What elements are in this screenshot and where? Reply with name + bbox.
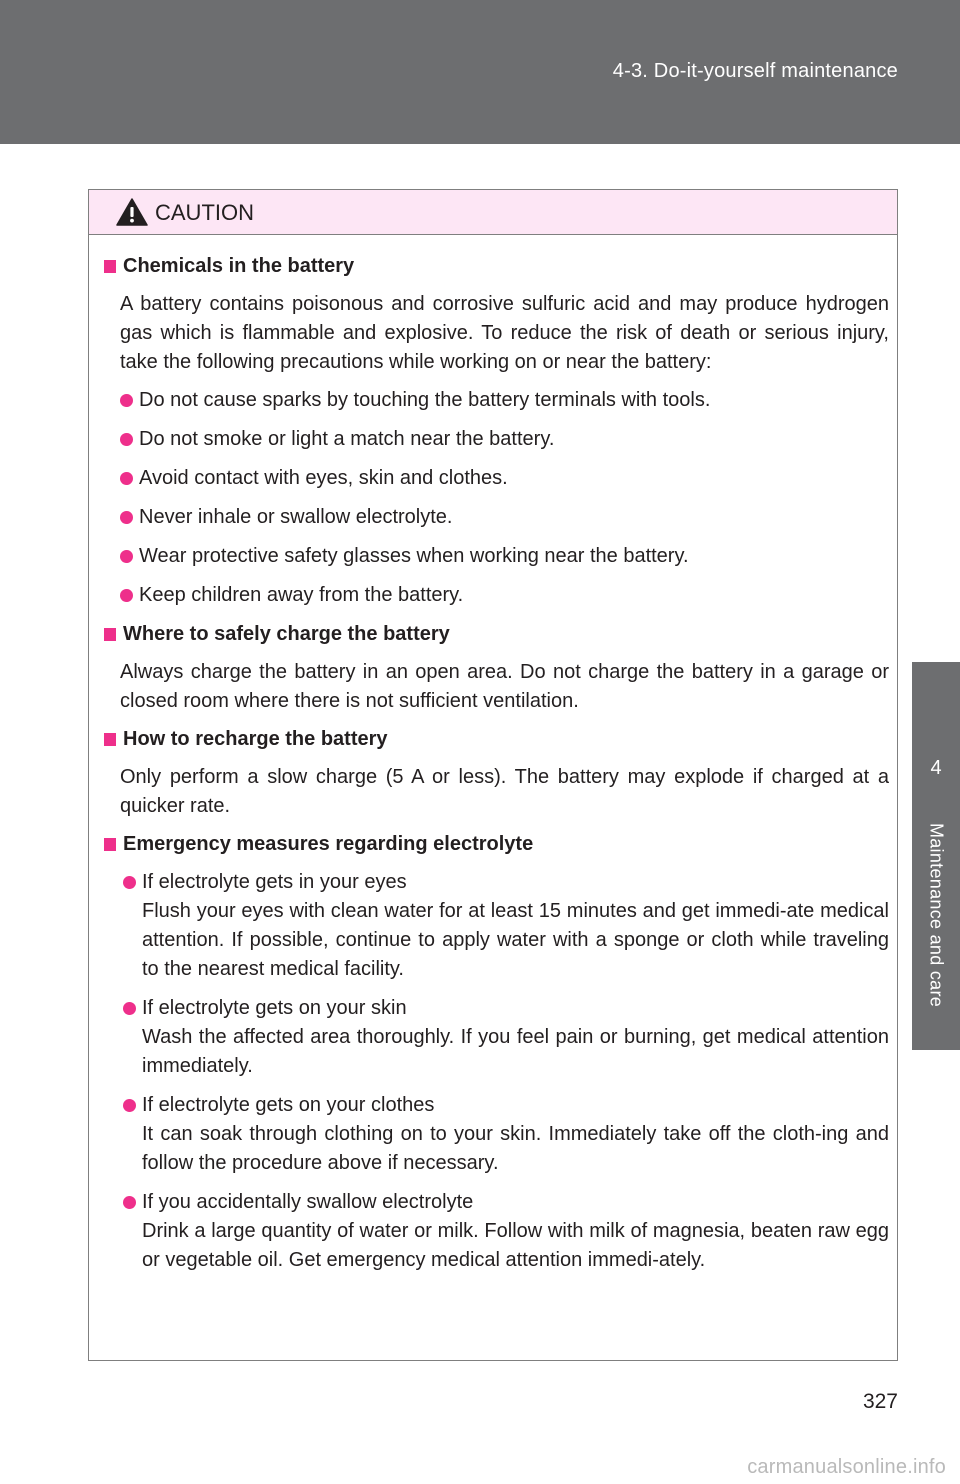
item-title: If you accidentally swallow electrolyte xyxy=(142,1191,474,1213)
round-bullet-icon xyxy=(120,511,133,524)
caution-title: CAUTION xyxy=(155,200,254,225)
round-bullet-icon xyxy=(120,433,133,446)
round-bullet-icon xyxy=(120,472,133,485)
item-text: It can soak through clothing on to your skin. Immediately take off the cloth-ing and follow the procedure above if necessary. xyxy=(142,1123,889,1174)
square-bullet-icon xyxy=(104,260,116,273)
chapter-label: Maintenance and care xyxy=(926,822,947,1008)
round-bullet-icon xyxy=(123,1196,136,1209)
list-item: Keep children away from the battery. xyxy=(120,581,889,610)
header-band xyxy=(0,0,960,144)
round-bullet-icon xyxy=(120,550,133,563)
section-paragraph: Always charge the battery in an open area. Do not charge the battery in a garage or closed room where there is not sufficient ventilation. xyxy=(120,661,889,712)
list-item: Do not smoke or light a match near the battery. xyxy=(120,425,889,454)
item-title: If electrolyte gets on your clothes xyxy=(142,1094,435,1116)
caution-header xyxy=(89,190,897,235)
item-text: Flush your eyes with clean water for at least 15 minutes and get immedi-ate medical attention. If possible, continue to apply water with a sponge or cloth while traveling to the nearest medical facility. xyxy=(142,900,889,980)
section-title: 4-3. Do-it-yourself maintenance xyxy=(612,60,898,82)
list-item xyxy=(123,994,889,1081)
list-item: Avoid contact with eyes, skin and clothes. xyxy=(120,464,889,493)
chapter-number: 4 xyxy=(930,757,942,779)
item-title: If electrolyte gets on your skin xyxy=(142,997,407,1019)
section-paragraph: Only perform a slow charge (5 A or less). The battery may explode if charged at a quicker rate. xyxy=(120,766,889,817)
caution-box xyxy=(88,189,898,1361)
square-bullet-icon xyxy=(104,628,116,641)
section-heading: Where to safely charge the battery xyxy=(104,620,889,649)
list-item: Never inhale or swallow electrolyte. xyxy=(120,503,889,532)
list-item: Wear protective safety glasses when working near the battery. xyxy=(120,542,889,571)
item-text: Wash the affected area thoroughly. If you feel pain or burning, get medical attention immediately. xyxy=(142,1026,889,1077)
section-heading: How to recharge the battery xyxy=(104,725,889,754)
item-title: If electrolyte gets in your eyes xyxy=(142,871,407,893)
section-heading: Emergency measures regarding electrolyte xyxy=(104,830,889,859)
page-number: 327 xyxy=(862,1390,898,1413)
list-item xyxy=(123,868,889,984)
round-bullet-icon xyxy=(123,1099,136,1112)
item-text: Drink a large quantity of water or milk. Follow with milk of magnesia, beaten raw egg or vegetable oil. Get emergency medical attention immedi-ately. xyxy=(142,1220,889,1271)
round-bullet-icon xyxy=(123,1002,136,1015)
section-paragraph: A battery contains poisonous and corrosive sulfuric acid and may produce hydrogen gas which is flammable and explosive. To reduce the risk of death or serious injury, take the following precautions while working on or near the battery: xyxy=(120,293,889,373)
square-bullet-icon xyxy=(104,838,116,851)
section-heading: Chemicals in the battery xyxy=(104,252,889,281)
round-bullet-icon xyxy=(120,589,133,602)
watermark-link[interactable]: carmanualsonline.info xyxy=(747,1456,946,1478)
round-bullet-icon xyxy=(120,394,133,407)
chapter-tab-label[interactable] xyxy=(912,780,960,1050)
warning-triangle-icon xyxy=(116,198,148,226)
round-bullet-icon xyxy=(123,876,136,889)
square-bullet-icon xyxy=(104,733,116,746)
list-item xyxy=(123,1091,889,1178)
list-item: Do not cause sparks by touching the battery terminals with tools. xyxy=(120,386,889,415)
caution-body xyxy=(104,252,889,1285)
list-item xyxy=(123,1188,889,1275)
chapter-tab-number[interactable] xyxy=(912,662,960,780)
